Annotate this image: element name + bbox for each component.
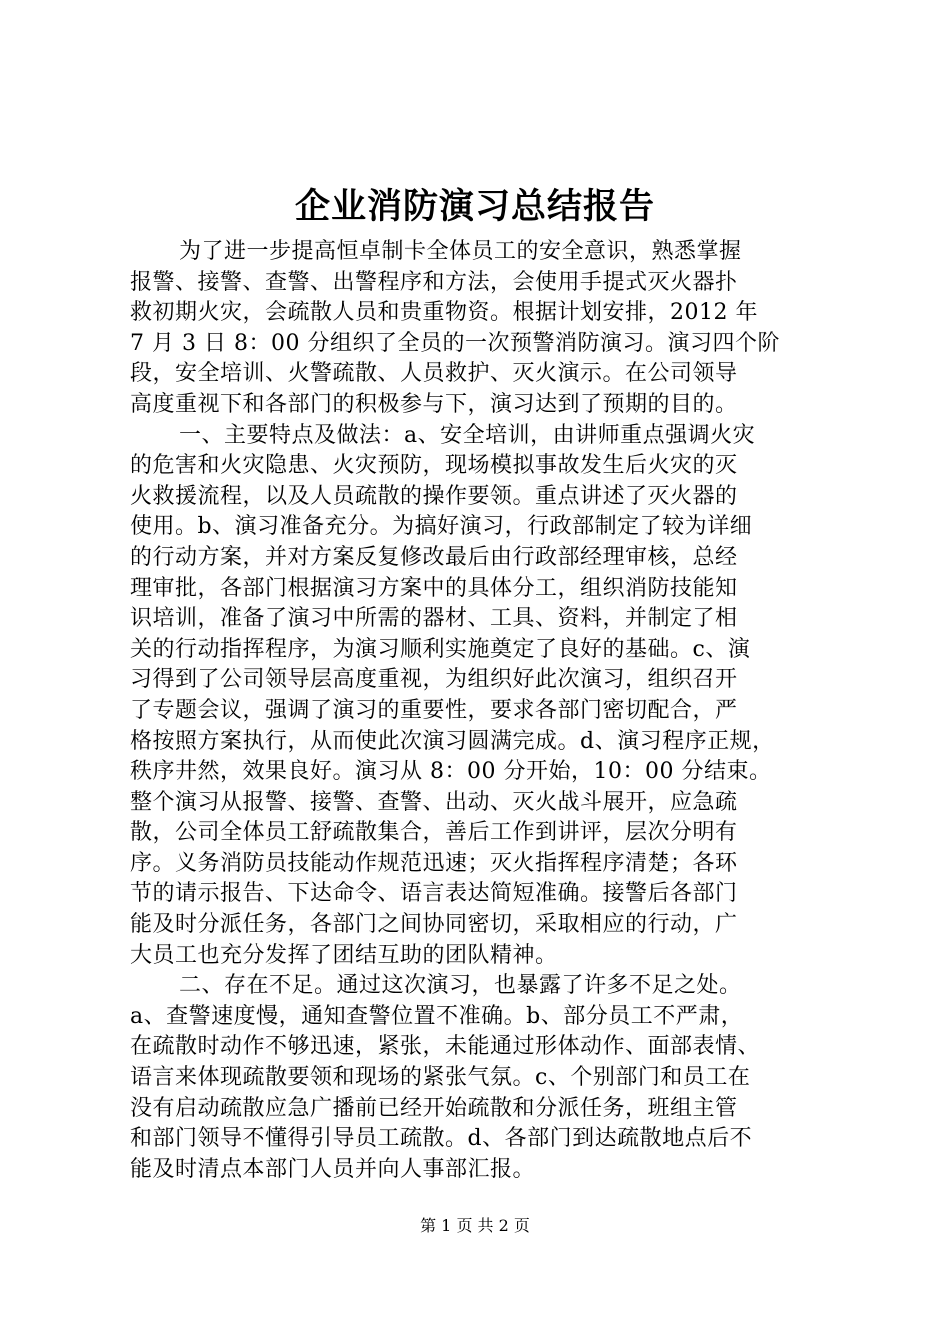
body-line: 使用。b、演习准备充分。为搞好演习，行政部制定了较为详细 [130, 514, 753, 540]
body-line: 高度重视下和各部门的积极参与下，演习达到了预期的目的。 [130, 391, 738, 417]
body-line: 能及时分派任务，各部门之间协同密切，采取相应的行动，广 [130, 912, 738, 938]
body-line: 习得到了公司领导层高度重视，为组织好此次演习，组织召开 [130, 667, 738, 693]
body-line: 关的行动指挥程序，为演习顺利实施奠定了良好的基础。c、演 [130, 636, 751, 662]
body-line: 段，安全培训、火警疏散、人员救护、灭火演示。在公司领导 [130, 361, 738, 387]
body-line: 报警、接警、查警、出警程序和方法，会使用手提式灭火器扑 [130, 269, 738, 295]
body-line: 识培训，准备了演习中所需的器材、工具、资料，并制定了相 [130, 606, 738, 632]
body-line: 没有启动疏散应急广播前已经开始疏散和分派任务，班组主管 [130, 1095, 738, 1121]
body-line: 7 月 3 日 8：00 分组织了全员的一次预警消防演习。演习四个阶 [130, 330, 780, 356]
page-footer: 第 1 页 共 2 页 [420, 1216, 530, 1235]
body-line: 序。义务消防员技能动作规范迅速；灭火指挥程序清楚；各环 [130, 850, 738, 876]
body-line: a、查警速度慢，通知查警位置不准确。b、部分员工不严肃， [130, 1003, 744, 1029]
body-line: 火救援流程，以及人员疏散的操作要领。重点讲述了灭火器的 [130, 483, 738, 509]
body-line: 整个演习从报警、接警、查警、出动、灭火战斗展开，应急疏 [130, 789, 738, 815]
body-line: 了专题会议，强调了演习的重要性，要求各部门密切配合，严 [130, 697, 738, 723]
body-line: 格按照方案执行，从而使此次演习圆满完成。d、演习程序正规， [130, 728, 775, 754]
body-line: 秩序井然，效果良好。演习从 8：00 分开始，10：00 分结束。 [130, 759, 772, 785]
document-body [130, 237, 865, 1185]
body-line: 的危害和火灾隐患、火灾预防，现场模拟事故发生后火灾的灭 [130, 453, 738, 479]
body-line: 为了进一步提高恒卓制卡全体员工的安全意识，熟悉掌握 [179, 239, 742, 264]
body-line: 能及时清点本部门人员并向人事部汇报。 [130, 1156, 536, 1182]
body-line: 大员工也充分发挥了团结互助的团队精神。 [130, 942, 558, 968]
body-line: 和部门领导不懂得引导员工疏散。d、各部门到达疏散地点后不 [130, 1126, 753, 1152]
body-line: 语言来体现疏散要领和现场的紧张气氛。c、个别部门和员工在 [130, 1065, 751, 1091]
body-line: 理审批，各部门根据演习方案中的具体分工，组织消防技能知 [130, 575, 738, 601]
body-line: 散，公司全体员工舒疏散集合，善后工作到讲评，层次分明有 [130, 820, 738, 846]
body-line: 的行动方案，并对方案反复修改最后由行政部经理审核，总经 [130, 544, 738, 570]
body-line: 二、存在不足。通过这次演习，也暴露了许多不足之处。 [179, 973, 742, 999]
body-line: 在疏散时动作不够迅速，紧张，未能通过形体动作、面部表情、 [130, 1034, 761, 1060]
body-line: 救初期火灾，会疏散人员和贵重物资。根据计划安排，2012 年 [130, 300, 758, 326]
document-title: 企业消防演习总结报告 [294, 186, 655, 227]
body-line: 一、主要特点及做法：a、安全培训，由讲师重点强调火灾 [179, 422, 756, 448]
body-line: 节的请示报告、下达命令、语言表达简短准确。接警后各部门 [130, 881, 738, 907]
